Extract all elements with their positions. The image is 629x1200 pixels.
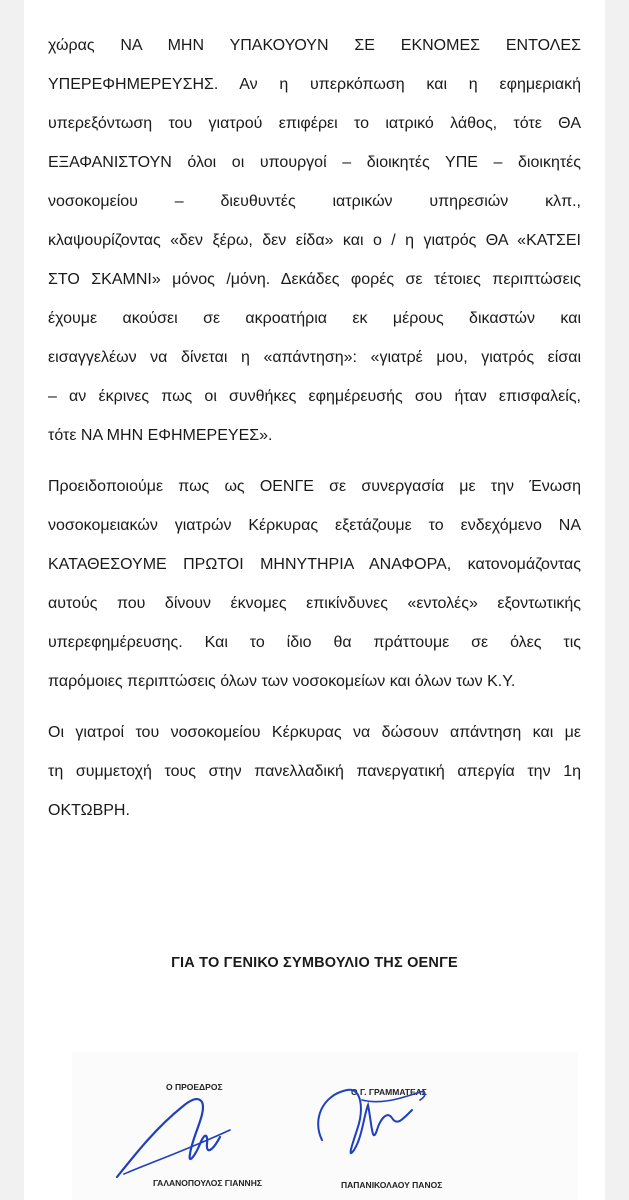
text-line: αυτούς που δίνουν έκνομες επικίνδυνες «εντολές» εξοντωτικής [48, 595, 581, 612]
text-line: παρόμοιες περιπτώσεις όλων των νοσοκομείων και όλων των Κ.Υ. [48, 673, 516, 690]
page-margin-left [0, 0, 24, 1200]
text-line: τη συμμετοχή τους στην πανελλαδική πανεργατική απεργία την 1η [48, 763, 581, 780]
secretary-name: ΠΑΠΑΝΙΚΟΛΑΟΥ ΠΑΝΟΣ [341, 1180, 443, 1190]
paragraph-2 [48, 467, 581, 701]
president-name: ΓΑΛΑΝΟΠΟΥΛΟΣ ΓΙΑΝΝΗΣ [153, 1178, 262, 1188]
text-line: κλαψουρίζοντας «δεν ξέρω, δεν είδα» και ο / η γιατρός ΘΑ «ΚΑΤΣΕΙ [48, 232, 581, 249]
text-line: τότε ΝΑ ΜΗΝ ΕΦΗΜΕΡΕΥΕΣ». [48, 427, 273, 444]
secretary-signature [302, 1070, 452, 1180]
text-line: έχουμε ακούσει σε ακροατήρια εκ μέρους δικαστών και [48, 310, 581, 327]
president-role: Ο ΠΡΟΕΔΡΟΣ [166, 1082, 223, 1092]
text-line: Οι γιατροί του νοσοκομείου Κέρκυρας να δώσουν απάντηση και με [48, 724, 581, 741]
text-line: ΕΞΑΦΑΝΙΣΤΟΥΝ όλοι οι υπουργοί – διοικητές ΥΠΕ – διοικητές [48, 154, 581, 171]
document-page [24, 0, 605, 1200]
secretary-role: Ο Γ. ΓΡΑΜΜΑΤΕΑΣ [351, 1087, 427, 1097]
document-body [48, 26, 581, 842]
text-line: ΣΤΟ ΣΚΑΜΝΙ» μόνος /μόνη. Δεκάδες φορές σε τέτοιες περιπτώσεις [48, 271, 581, 288]
signature-scan [72, 1052, 578, 1200]
page-margin-right [605, 0, 629, 1200]
text-line: Προειδοποιούμε πως ως ΟΕΝΓΕ σε συνεργασία με την Ένωση [48, 478, 581, 495]
signature-block [24, 955, 605, 971]
text-line: χώρας ΝΑ ΜΗΝ ΥΠΑΚΟΥΟΥΝ ΣΕ ΕΚΝΟΜΕΣ ΕΝΤΟΛΕΣ [48, 37, 581, 54]
president-signature-flourish [124, 1130, 230, 1174]
president-signature-stroke [117, 1099, 220, 1177]
text-line: ΟΚΤΩΒΡΗ. [48, 802, 130, 819]
text-line: ΚΑΤΑΘΕΣΟΥΜΕ ΠΡΩΤΟΙ ΜΗΝΥΤΗΡΙΑ ΑΝΑΦΟΡΑ, κατονομάζοντας [48, 556, 581, 573]
signature-title: ΓΙΑ ΤΟ ΓΕΝΙΚΟ ΣΥΜΒΟΥΛΙΟ ΤΗΣ ΟΕΝΓΕ [171, 955, 458, 971]
paragraph-1 [48, 26, 581, 455]
text-line: νοσοκομείου – διευθυντές ιατρικών υπηρεσιών κλπ., [48, 193, 581, 210]
text-line: εισαγγελέων να δίνεται η «απάντηση»: «γιατρέ μου, γιατρός είσαι [48, 349, 581, 366]
text-line: ΥΠΕΡΕΦΗΜΕΡΕΥΣΗΣ. Αν η υπερκόπωση και η εφημεριακή [48, 76, 581, 93]
president-signature [112, 1082, 242, 1182]
text-line: – αν έκρινες πως οι συνθήκες εφημέρευσής σου ήταν επισφαλείς, [48, 388, 581, 405]
paragraph-3 [48, 713, 581, 830]
text-line: υπερεφημέρευσης. Και το ίδιο θα πράττουμε σε όλες τις [48, 634, 581, 651]
text-line: νοσοκομειακών γιατρών Κέρκυρας εξετάζουμε το ενδεχόμενο ΝΑ [48, 517, 581, 534]
secretary-signature-flourish [362, 1092, 425, 1102]
text-line: υπερεξόντωση του γιατρού επιφέρει το ιατρικό λάθος, τότε ΘΑ [48, 115, 581, 132]
